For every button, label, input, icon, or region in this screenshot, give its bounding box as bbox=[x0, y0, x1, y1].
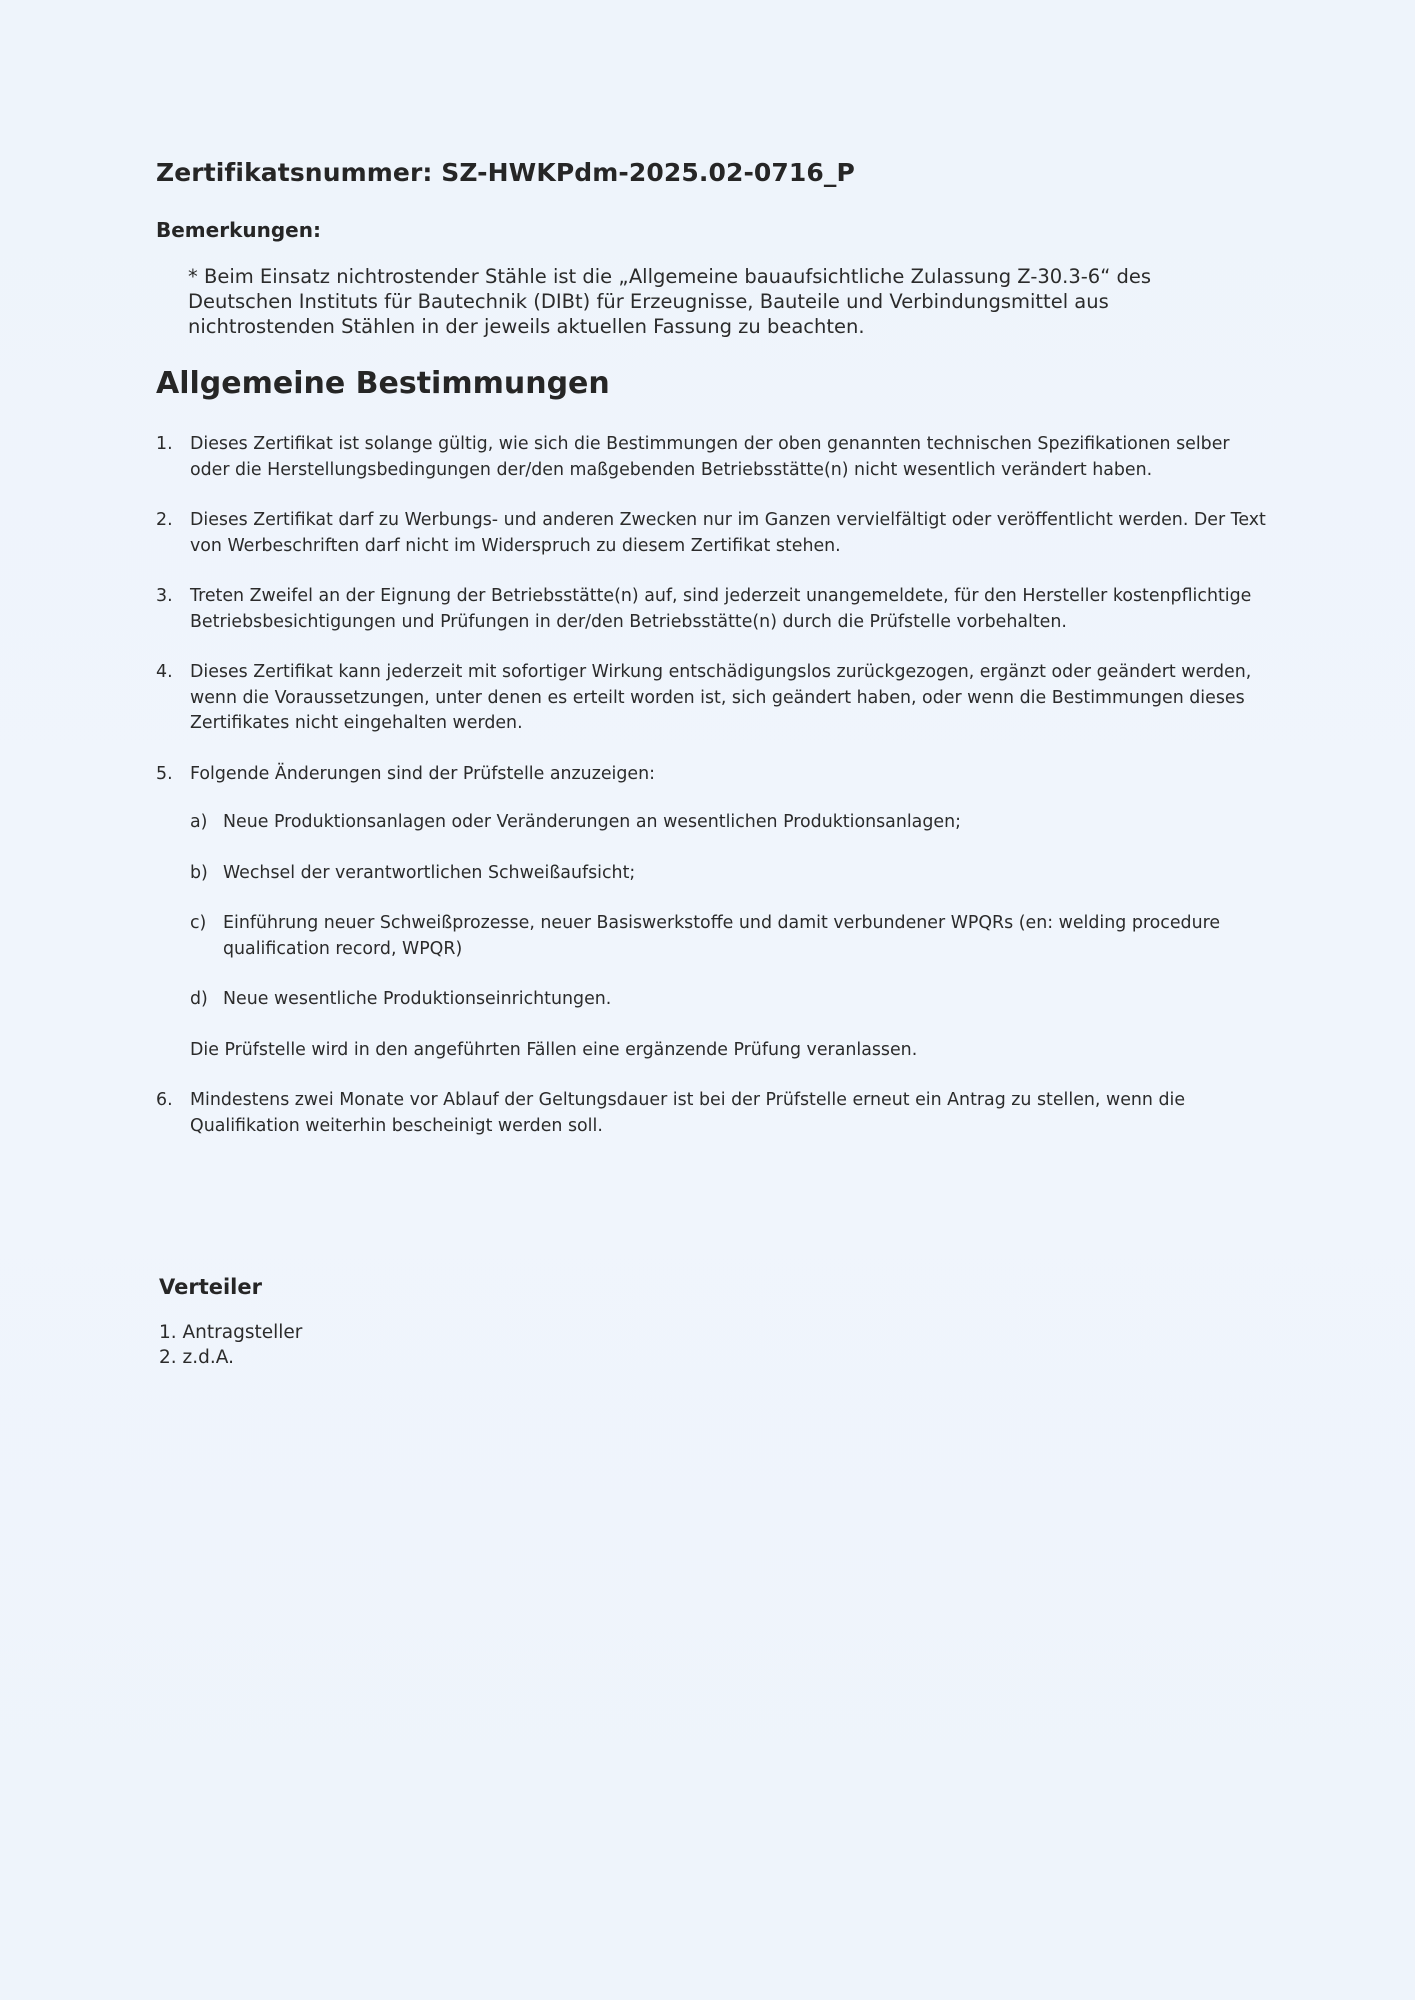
change-item-c bbox=[190, 911, 1266, 962]
change-text: Einführung neuer Schweißprozesse, neuer Basiswerkstoffe und damit verbundener WPQRs (en: welding procedure qualification record, WPQR) bbox=[223, 913, 1221, 959]
change-item-d bbox=[190, 987, 1266, 1013]
change-letter: a) bbox=[190, 812, 208, 832]
change-text: Wechsel der verantwortlichen Schweißaufsicht; bbox=[223, 862, 636, 883]
remarks-label: Bemerkungen: bbox=[156, 218, 321, 242]
provision-item-6 bbox=[156, 1088, 1266, 1139]
provision-text: Folgende Änderungen sind der Prüfstelle anzuzeigen: bbox=[190, 763, 655, 784]
provision-item-1 bbox=[156, 432, 1266, 483]
provision-text: Treten Zweifel an der Eignung der Betriebsstätte(n) auf, sind jederzeit unangemeldete, für den Hersteller kostenpflichtige Betriebsbesichtigungen und Prüfungen in der/den Betriebsstätte(n) durch die Prüfstelle vorbehalten. bbox=[190, 586, 1252, 632]
remark-text: * Beim Einsatz nichtrostender Stähle ist die „Allgemeine bauaufsichtliche Zulassung Z-30.3-6“ des Deutschen Instituts für Bautechnik (DIBt) für Erzeugnisse, Bauteile und Verbindungsmittel aus nichtrostenden Stählen in der jeweils aktuellen Fassung zu beachten. bbox=[188, 265, 1152, 338]
provision-item-4 bbox=[156, 660, 1266, 737]
provision-number: 2. bbox=[156, 510, 173, 530]
change-letter: c) bbox=[190, 913, 207, 933]
provision-note: Die Prüfstelle wird in den angeführten Fällen eine ergänzende Prüfung veranlassen. bbox=[190, 1039, 918, 1060]
distribution-item: 2. z.d.A. bbox=[159, 1347, 234, 1368]
provision-item-5 bbox=[156, 762, 1266, 1064]
provision-text: Dieses Zertifikat darf zu Werbungs- und anderen Zwecken nur im Ganzen vervielfältigt oder veröffentlicht werden. Der Text von Werbeschriften darf nicht im Widerspruch zu diesem Zertifikat stehen. bbox=[190, 510, 1266, 556]
provision-number: 5. bbox=[156, 763, 173, 784]
change-letter: b) bbox=[190, 862, 208, 883]
change-item-a bbox=[190, 810, 1266, 836]
change-letter: d) bbox=[190, 989, 208, 1009]
distribution-list bbox=[159, 1320, 302, 1370]
distribution-heading: Verteiler bbox=[159, 1275, 262, 1299]
general-provisions-list bbox=[156, 432, 1266, 1164]
provision-number: 4. bbox=[156, 662, 173, 682]
certificate-number: Zertifikatsnummer: SZ-HWKPdm-2025.02-0716_P bbox=[156, 158, 855, 187]
provision-text: Mindestens zwei Monate vor Ablauf der Geltungsdauer ist bei der Prüfstelle erneut ein Antrag zu stellen, wenn die Qualifikation weiterhin bescheinigt werden soll. bbox=[190, 1090, 1186, 1136]
provision-number: 3. bbox=[156, 586, 173, 606]
provision-text: Dieses Zertifikat ist solange gültig, wie sich die Bestimmungen der oben genannten technischen Spezifikationen selber oder die Herstellungsbedingungen der/den maßgebenden Betriebsstätte(n) nicht wesentlich verändert haben. bbox=[190, 434, 1230, 480]
general-provisions-heading: Allgemeine Bestimmungen bbox=[156, 366, 610, 401]
provision-number: 1. bbox=[156, 434, 173, 454]
change-notification-list bbox=[190, 810, 1266, 1013]
change-text: Neue wesentliche Produktionseinrichtungen. bbox=[223, 989, 612, 1009]
provision-number: 6. bbox=[156, 1090, 173, 1110]
provision-item-2 bbox=[156, 508, 1266, 559]
distribution-item: 1. Antragsteller bbox=[159, 1322, 303, 1343]
provision-item-3 bbox=[156, 584, 1266, 635]
change-item-b bbox=[190, 861, 1266, 887]
provision-text: Dieses Zertifikat kann jederzeit mit sofortiger Wirkung entschädigungslos zurückgezogen, ergänzt oder geändert werden, wenn die Voraussetzungen, unter denen es erteilt worden ist, sich geändert haben, oder wenn die Bestimmungen dieses Zertifikates nicht eingehalten werden. bbox=[190, 662, 1252, 733]
change-text: Neue Produktionsanlagen oder Veränderungen an wesentlichen Produktionsanlagen; bbox=[223, 812, 961, 832]
